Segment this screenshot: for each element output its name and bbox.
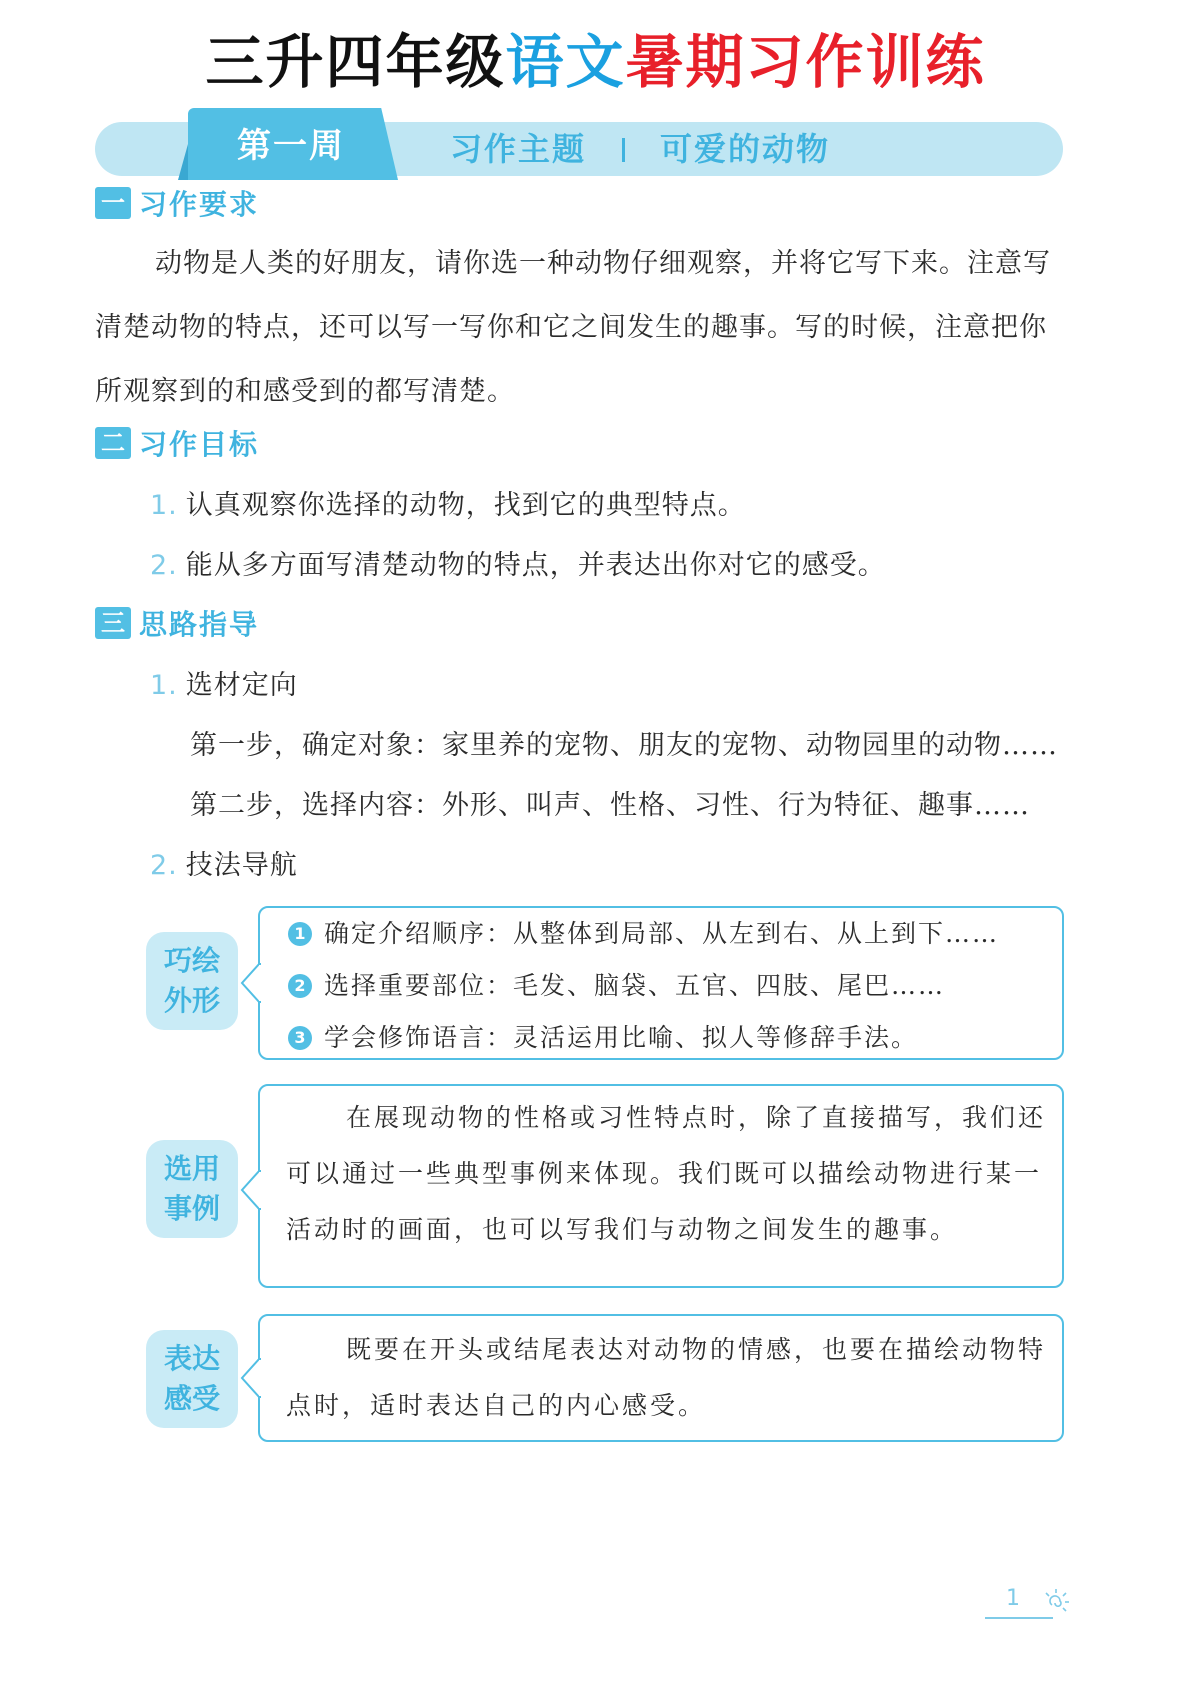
section-heading-guide (95, 604, 259, 642)
technique-feelings-text: 既要在开头或结尾表达对动物的情感，也要在描绘动物特点时，适时表达自己的内心感受。 (286, 1335, 1047, 1420)
bullet-number-icon: 1 (288, 922, 312, 946)
tag-pointer-icon (240, 963, 262, 1003)
tag-line: 巧绘 (163, 944, 220, 977)
technique-bullet (288, 966, 945, 1006)
page-number: 1 (1006, 1586, 1020, 1611)
section-title: 习作要求 (139, 188, 260, 221)
goal-text: 能从多方面写清楚动物的特点，并表达出你对它的感受。 (185, 550, 886, 581)
title-part-grade: 三升四年级 (205, 28, 506, 96)
bullet-number-icon: 3 (288, 1026, 312, 1050)
requirement-text: 动物是人类的好朋友，请你选一种动物仔细观察，并将它写下来。注意写清楚动物的特点，还可以写一写你和它之间发生的趣事。写的时候，注意把你所观察到的和感受到的都写清楚。 (95, 248, 1051, 407)
section-heading-requirement (95, 184, 259, 222)
tag-line: 外形 (163, 984, 220, 1017)
title-part-topic: 暑期习作训练 (625, 28, 986, 96)
theme-value: 可爱的动物 (660, 130, 831, 168)
tag-line: 事例 (163, 1192, 220, 1225)
bullet-text: 选择重要部位：毛发、脑袋、五官、四肢、尾巴…… (324, 971, 946, 1000)
section-title: 思路指导 (139, 608, 260, 641)
page-title (0, 22, 1191, 102)
tag-pointer-icon (240, 1170, 262, 1210)
goal-number: 1. (150, 490, 178, 521)
tag-line: 表达 (163, 1342, 220, 1375)
theme-separator (622, 138, 625, 162)
guide-item-material (150, 666, 298, 706)
guide-step-1: 第一步，确定对象：家里养的宠物、朋友的宠物、动物园里的动物…… (190, 730, 1058, 761)
technique-bullet (288, 914, 999, 954)
bullet-text: 确定介绍顺序：从整体到局部、从左到右、从上到下…… (324, 919, 1000, 948)
goal-item (150, 486, 746, 526)
goal-number: 2. (150, 550, 178, 581)
goal-item (150, 546, 886, 586)
section-number: 二 (95, 427, 131, 459)
technique-tag-examples (146, 1140, 238, 1238)
technique-examples-text: 在展现动物的性格或习性特点时，除了直接描写，我们还可以通过一些典型事例来体现。我们既可以描绘动物进行某一活动时的画面，也可以写我们与动物之间发生的趣事。 (286, 1103, 1047, 1244)
section-number: 三 (95, 607, 131, 639)
guide-step-2: 第二步，选择内容：外形、叫声、性格、习性、行为特征、趣事…… (190, 790, 1030, 821)
title-part-subject: 语文 (505, 28, 626, 96)
guide-text: 技法导航 (185, 850, 298, 881)
guide-number: 1. (150, 670, 178, 701)
guide-number: 2. (150, 850, 178, 881)
tag-line: 感受 (163, 1382, 220, 1415)
footer-rule (985, 1617, 1053, 1619)
technique-tag-feelings (146, 1330, 238, 1428)
sun-swirl-icon (1038, 1585, 1074, 1615)
technique-bullet (288, 1018, 918, 1058)
bullet-number-icon: 2 (288, 974, 312, 998)
guide-item-technique (150, 846, 298, 886)
week-label: 第一周 (237, 126, 345, 166)
guide-text: 选材定向 (185, 670, 298, 701)
theme-label: 习作主题 (450, 130, 587, 168)
section-number: 一 (95, 187, 131, 219)
technique-tag-appearance (146, 932, 238, 1030)
goal-text: 认真观察你选择的动物，找到它的典型特点。 (185, 490, 746, 521)
section-title: 习作目标 (139, 428, 260, 461)
tag-pointer-icon (240, 1358, 262, 1398)
section-heading-goals (95, 424, 259, 462)
bullet-text: 学会修饰语言：灵活运用比喻、拟人等修辞手法。 (324, 1023, 919, 1052)
tag-line: 选用 (163, 1152, 220, 1185)
